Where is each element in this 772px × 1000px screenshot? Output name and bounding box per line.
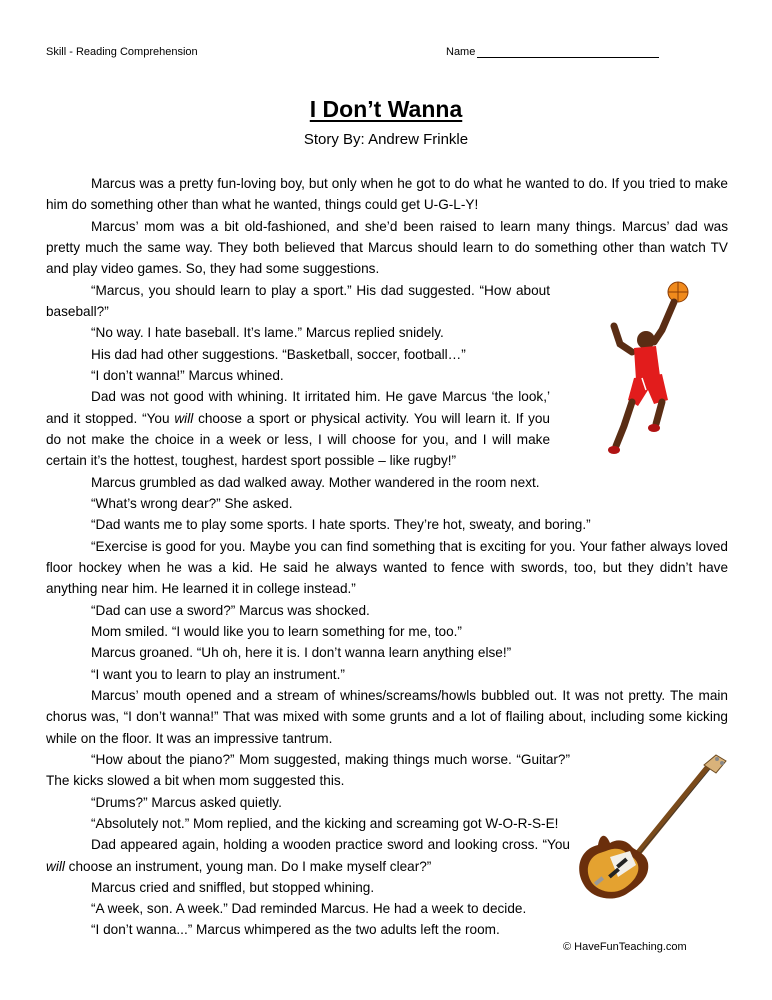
story-text: Dad was not good with whining. It irritated him. He gave Marcus ‘the look,’ and it stopped. “You <box>46 389 550 426</box>
story-paragraph: Marcus grumbled as dad walked away. Mother wandered in the room next. <box>91 474 540 490</box>
story-paragraph: “Absolutely not.” Mom replied, and the kicking and screaming got W-O-R-S-E! <box>91 815 559 831</box>
story-text: Dad appeared again, holding a wooden practice sword and looking cross. “You <box>91 837 570 853</box>
story-paragraph: Marcus was a pretty fun-loving boy, but only when he got to do what he wanted to do. If you tried to make him do something other than what he wanted, things could get U-G-L-Y! <box>46 176 728 213</box>
story-paragraph: “Dad can use a sword?” Marcus was shocked. <box>91 602 370 618</box>
basketball-player-image <box>550 278 728 458</box>
story-paragraph: “What’s wrong dear?” She asked. <box>91 495 293 511</box>
story-paragraph: Marcus’ mom was a bit old-fashioned, and she’d been raised to learn many things. Marcus’ dad was pretty much the same way. They both believed that Marcus should learn to do something other than watch TV and play video games. So, they had some suggestions. <box>46 218 728 277</box>
copyright-footer: © HaveFunTeaching.com <box>563 941 687 953</box>
story-paragraph: “I don’t wanna...” Marcus whimpered as the two adults left the room. <box>91 922 500 938</box>
story-paragraph: Marcus groaned. “Uh oh, here it is. I don’t wanna learn anything else!” <box>91 645 512 661</box>
story-paragraph: “Exercise is good for you. Maybe you can find something that is exciting for you. Your father always loved floor hockey when he was a kid. He said he always wanted to fence with swords, too, but they didn’t have anything near him. He learned it in college instead.” <box>46 538 728 597</box>
name-label: Name <box>446 46 476 58</box>
story-paragraph: “No way. I hate baseball. It’s lame.” Marcus replied snidely. <box>91 325 444 341</box>
name-blank-line[interactable] <box>477 46 659 58</box>
story-text: choose an instrument, young man. Do I make myself clear?” <box>64 858 432 874</box>
story-emphasis: will <box>46 858 65 874</box>
story-text: choose a sport or physical activity. You will learn it. If you do not make the choice in a week or less, I will choose for you, and I will make certain it’s the hottest, toughest, hardest sport possible – like rugby!” <box>46 410 550 469</box>
story-body <box>46 173 728 941</box>
story-paragraph: Mom smiled. “I would like you to learn something for me, too.” <box>91 623 462 639</box>
story-paragraph: “I want you to learn to play an instrument.” <box>91 666 345 682</box>
story-title: I Don’t Wanna <box>309 96 463 122</box>
name-field[interactable] <box>446 46 659 58</box>
story-byline: Story By: Andrew Frinkle <box>303 131 469 148</box>
story-paragraph: “Marcus, you should learn to play a sport.” His dad suggested. “How about baseball?” <box>46 282 550 319</box>
story-paragraph: His dad had other suggestions. “Basketball, soccer, football…” <box>91 346 466 362</box>
story-paragraph: “A week, son. A week.” Dad reminded Marcus. He had a week to decide. <box>91 901 527 917</box>
story-emphasis: will <box>174 410 194 426</box>
guitar-image <box>570 753 728 903</box>
story-paragraph: “I don’t wanna!” Marcus whined. <box>91 367 284 383</box>
story-paragraph: Marcus cried and sniffled, but stopped whining. <box>91 879 375 895</box>
story-paragraph: Marcus’ mouth opened and a stream of whines/screams/howls bubbled out. It was not pretty. The main chorus was, “I don’t wanna!” That was mixed with some grunts and a lot of flailing about, including some kicking while on the floor. It was an impressive tantrum. <box>46 687 728 746</box>
story-paragraph: “How about the piano?” Mom suggested, making things much worse. “Guitar?” The kicks slowed a bit when mom suggested this. <box>46 751 570 789</box>
story-paragraph: “Dad wants me to play some sports. I hate sports. They’re hot, sweaty, and boring.” <box>91 517 591 533</box>
skill-label: Skill - Reading Comprehension <box>46 46 198 58</box>
story-paragraph: “Drums?” Marcus asked quietly. <box>91 794 282 810</box>
